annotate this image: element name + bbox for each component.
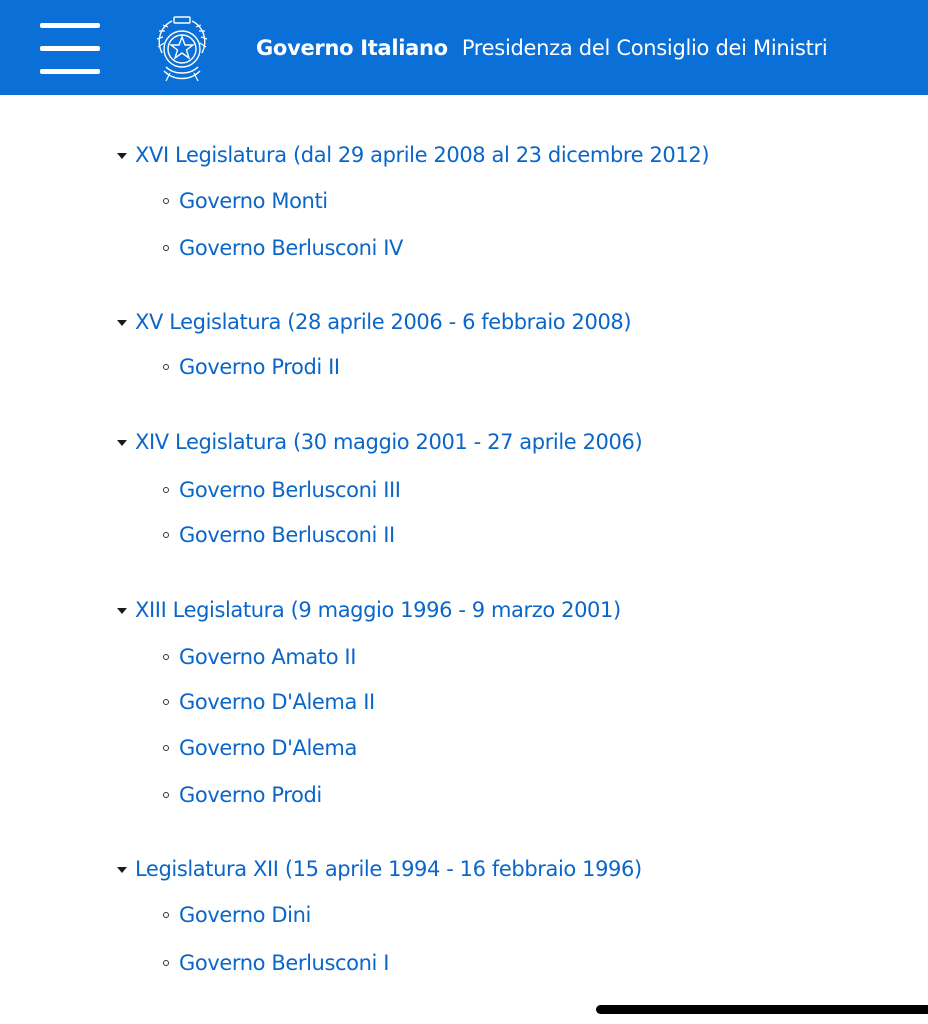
legislatura-toggle[interactable] <box>117 854 642 884</box>
bullet-icon <box>163 792 169 798</box>
governo-label[interactable]: Governo Berlusconi III <box>179 478 401 502</box>
emblem-logo-icon[interactable] <box>148 13 216 85</box>
legislatura-label[interactable]: Legislatura XII (15 aprile 1994 - 16 febbraio 1996) <box>135 857 642 881</box>
governo-label[interactable]: Governo D'Alema II <box>179 690 375 714</box>
governo-label[interactable]: Governo D'Alema <box>179 736 357 760</box>
bullet-icon <box>163 487 169 493</box>
legislatura-label[interactable]: XIV Legislatura (30 maggio 2001 - 27 aprile 2006) <box>135 430 643 454</box>
legislatura-label[interactable]: XIII Legislatura (9 maggio 1996 - 9 marzo 2001) <box>135 598 621 622</box>
governo-label[interactable]: Governo Berlusconi II <box>179 523 395 547</box>
governo-link[interactable] <box>163 687 375 717</box>
legislatura-toggle[interactable] <box>117 595 621 625</box>
governo-link[interactable] <box>163 780 322 810</box>
governo-link[interactable] <box>163 520 395 550</box>
caret-down-icon <box>117 867 127 873</box>
governo-label[interactable]: Governo Berlusconi I <box>179 951 390 975</box>
bullet-icon <box>163 699 169 705</box>
governo-label[interactable]: Governo Prodi II <box>179 355 340 379</box>
bullet-icon <box>163 364 169 370</box>
governo-label[interactable]: Governo Monti <box>179 189 328 213</box>
menu-icon[interactable] <box>40 23 100 75</box>
governo-link[interactable] <box>163 186 328 216</box>
governo-link[interactable] <box>163 733 357 763</box>
caret-down-icon <box>117 440 127 446</box>
bullet-icon <box>163 654 169 660</box>
governo-link[interactable] <box>163 475 401 505</box>
legislatura-label[interactable]: XVI Legislatura (dal 29 aprile 2008 al 23 dicembre 2012) <box>135 143 710 167</box>
bullet-icon <box>163 912 169 918</box>
bullet-icon <box>163 960 169 966</box>
governo-label[interactable]: Governo Berlusconi IV <box>179 236 403 260</box>
governo-label[interactable]: Governo Prodi <box>179 783 322 807</box>
bullet-icon <box>163 532 169 538</box>
governo-link[interactable] <box>163 352 340 382</box>
bullet-icon <box>163 198 169 204</box>
top-header-bar <box>0 0 928 95</box>
menu-icon-line <box>40 23 100 28</box>
brand-subtitle[interactable]: Presidenza del Consiglio dei Ministri <box>461 36 828 60</box>
home-indicator-bar[interactable] <box>596 1005 928 1014</box>
governo-label[interactable]: Governo Dini <box>179 903 311 927</box>
bullet-icon <box>163 745 169 751</box>
governo-label[interactable]: Governo Amato II <box>179 645 357 669</box>
menu-icon-line <box>40 69 100 74</box>
caret-down-icon <box>117 608 127 614</box>
legislatura-toggle[interactable] <box>117 427 642 457</box>
governo-link[interactable] <box>163 948 389 978</box>
caret-down-icon <box>117 153 127 159</box>
legislatura-label[interactable]: XV Legislatura (28 aprile 2006 - 6 febbraio 2008) <box>135 310 632 334</box>
brand-title[interactable]: Governo Italiano <box>256 36 448 60</box>
header-brand[interactable] <box>256 33 827 63</box>
caret-down-icon <box>117 320 127 326</box>
governo-link[interactable] <box>163 642 356 672</box>
governo-link[interactable] <box>163 233 403 263</box>
legislatura-toggle[interactable] <box>117 140 709 170</box>
menu-icon-line <box>40 46 100 51</box>
bullet-icon <box>163 245 169 251</box>
legislatura-toggle[interactable] <box>117 307 631 337</box>
governo-link[interactable] <box>163 900 311 930</box>
